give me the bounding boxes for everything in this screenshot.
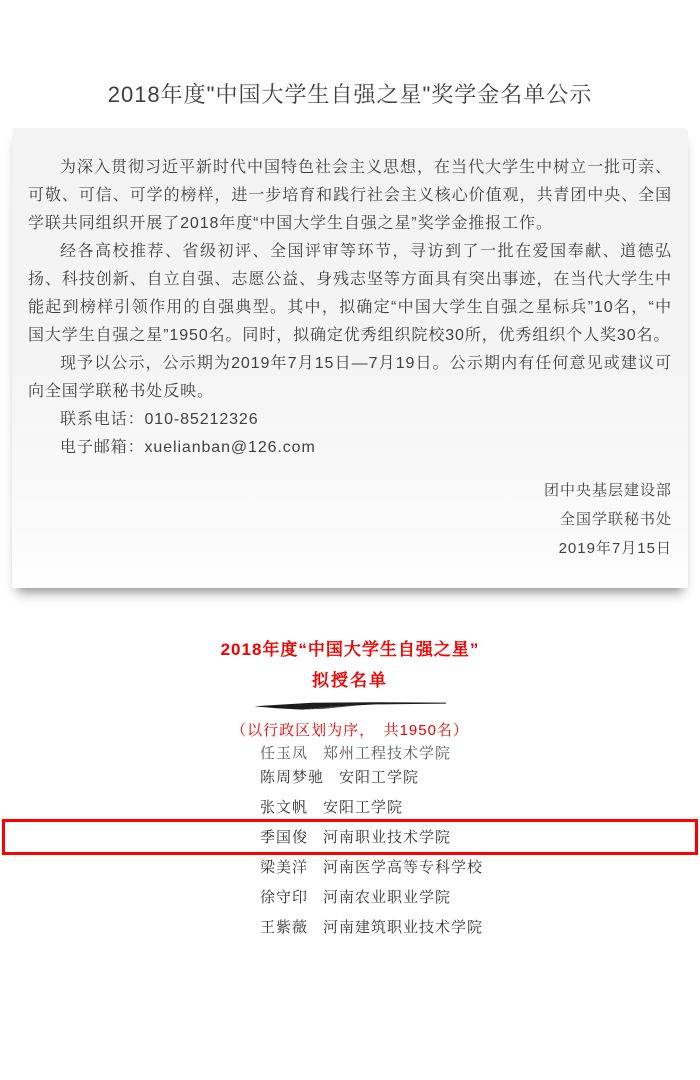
notice-paragraph-2: 经各高校推荐、省级初评、全国评审等环节，寻访到了一批在爱国奉献、道德弘扬、科技创新、自立自强、志愿公益、身残志坚等方面具有突出事迹，在当代大学生中能起到榜样引领作用的自强典型。其中，拟确定“中国大学生自强之星标兵”10名，“中国大学生自强之星”1950名。同时，拟确定优秀组织院校30所，优秀组织个人奖30名。: [28, 243, 672, 344]
notice-paragraph-3: 现予以公示，公示期为2019年7月15日—7月19日。公示期内有任何意见或建议可向全国学联秘书处反映。: [28, 355, 672, 400]
awardee-name-list: [0, 739, 700, 936]
page-title: 2018年度"中国大学生自强之星"奖学金名单公示: [107, 82, 593, 107]
awardee-school: 安阳工学院: [323, 799, 404, 816]
notice-card: [12, 128, 688, 588]
award-list-subtitle: （以行政区划为序， 共1950名）: [231, 722, 469, 739]
signature-secretariat: 全国学联秘书处: [559, 511, 672, 528]
list-item: [0, 883, 700, 913]
awardee-name: 张文帆: [260, 799, 309, 816]
contact-email: 电子邮箱：xuelianban@126.com: [60, 439, 316, 456]
list-item: [0, 853, 700, 883]
signature-date: 2019年7月15日: [558, 540, 672, 557]
awardee-school: 安阳工学院: [339, 769, 420, 786]
brush-divider: [0, 701, 700, 711]
awardee-name: 梁美洋: [260, 859, 309, 876]
list-item-highlighted: [0, 823, 700, 853]
awardee-school: 郑州工程技术学院: [323, 745, 452, 762]
award-list-title-line2: 拟授名单: [312, 671, 388, 690]
awardee-name: 任玉凤: [260, 745, 309, 762]
awardee-school: 河南医学高等专科学校: [323, 859, 484, 876]
awardee-name: 徐守印: [260, 889, 309, 906]
contact-phone: 联系电话：010-85212326: [60, 411, 259, 428]
list-item: [0, 913, 700, 943]
brush-divider-stroke: [254, 701, 446, 711]
award-list-title-line1: 2018年度“中国大学生自强之星”: [220, 640, 480, 659]
awardee-name: 陈周梦驰: [260, 769, 325, 786]
awardee-school: 河南农业职业学院: [323, 889, 452, 906]
list-item: [0, 793, 700, 823]
notice-paragraph-1: 为深入贯彻习近平新时代中国特色社会主义思想，在当代大学生中树立一批可亲、可敬、可信、可学的榜样，进一步培育和践行社会主义核心价值观，共青团中央、全国学联共同组织开展了2018年度“中国大学生自强之星”奖学金推报工作。: [28, 159, 672, 232]
list-item: [0, 763, 700, 793]
list-item: [0, 739, 700, 763]
awardee-name: 王紫薇: [260, 919, 309, 936]
signature-block: [28, 476, 672, 563]
awardee-school: 河南职业技术学院: [323, 829, 452, 846]
awardee-name: 季国俊: [260, 829, 309, 846]
awardee-school: 河南建筑职业技术学院: [323, 919, 484, 936]
signature-department: 团中央基层建设部: [543, 482, 672, 499]
